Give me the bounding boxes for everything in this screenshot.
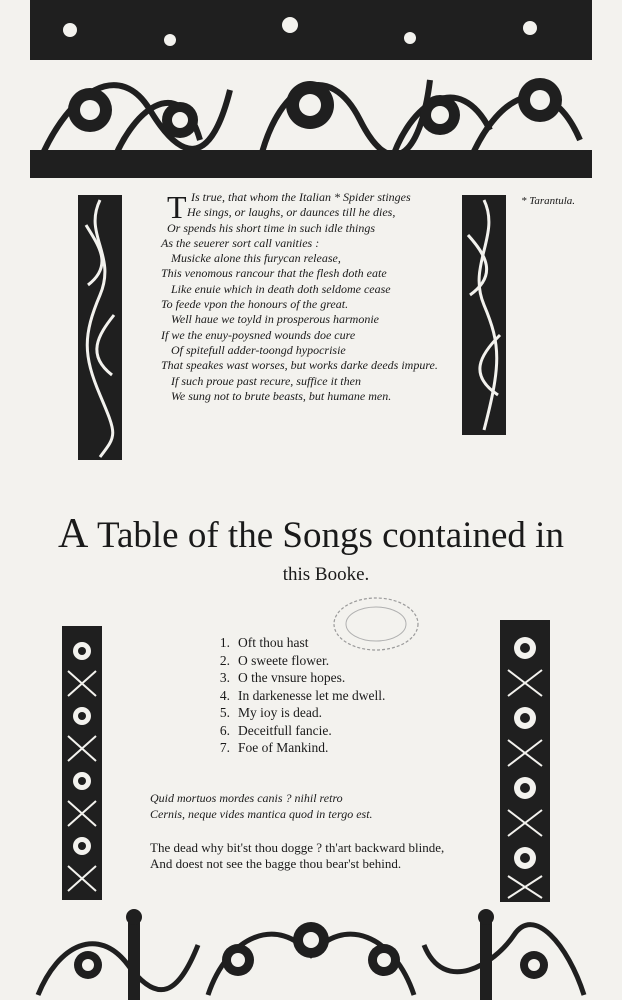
list-item xyxy=(196,739,385,757)
english-motto xyxy=(150,840,444,872)
verse-line: He sings, or laughs, or daunces till he dies, xyxy=(187,205,396,220)
table-subtitle: this Booke. xyxy=(282,564,370,585)
latin-motto xyxy=(150,790,373,822)
song-number: 4. xyxy=(219,687,230,703)
verse-line: If such proue past recure, suffice it then xyxy=(171,373,361,388)
table-left-border-ornament xyxy=(62,626,102,900)
table-title xyxy=(0,512,622,558)
verse-line: Musicke alone this furycan release, xyxy=(171,251,341,266)
english-line: The dead why bit'st thou dogge ? th'art backward blinde, xyxy=(150,840,445,855)
song-number: 3. xyxy=(219,670,230,685)
title-initial: A xyxy=(58,511,89,557)
verse-line: Of spitefull adder-toongd hypocrisie xyxy=(171,342,346,357)
verse-left-border-ornament xyxy=(78,195,122,460)
tarantula-sidenote: * Tarantula. xyxy=(521,195,576,207)
song-title: Deceitfull fancie. xyxy=(238,722,332,738)
song-title: My ioy is dead. xyxy=(238,705,322,720)
list-item xyxy=(196,652,385,670)
song-title: Oft thou hast xyxy=(238,635,309,650)
verse-line: Or spends his short time in such idle things xyxy=(167,220,376,235)
verse-line: As the seuerer sort call vanities : xyxy=(161,235,320,250)
song-title: Foe of Mankind. xyxy=(238,740,329,755)
list-item xyxy=(196,722,385,740)
latin-line: Cernis, neque vides mantica quod in tergo est. xyxy=(150,807,373,821)
latin-line: Quid mortuos mordes canis ? nihil retro xyxy=(150,791,343,805)
song-number: 6. xyxy=(219,722,230,738)
verse-line: If we the enuy-poysned wounds doe cure xyxy=(161,327,356,342)
song-number: 1. xyxy=(219,635,230,650)
list-item xyxy=(196,669,385,687)
verse-line: That speakes wast worses, but works darke deeds impure. xyxy=(161,358,438,373)
table-right-border-ornament xyxy=(500,620,550,902)
verse-drop-cap: T xyxy=(167,189,187,225)
song-list xyxy=(196,634,385,757)
english-line: And doest not see the bagge thou bear'st behind. xyxy=(150,856,402,871)
verse-line: To feede vpon the honours of the great. xyxy=(161,297,349,312)
list-item xyxy=(196,634,385,652)
list-item xyxy=(196,704,385,722)
list-item xyxy=(196,687,385,705)
bottom-woodcut-ornament xyxy=(28,905,594,1000)
top-woodcut-ornament xyxy=(30,0,592,182)
song-title: In darkenesse let me dwell. xyxy=(238,687,386,703)
song-number: 5. xyxy=(219,705,230,720)
verse-line: Like enuie which in death doth seldome cease xyxy=(171,281,391,296)
verse-line: Well haue we toyld in prosperous harmonie xyxy=(171,312,379,327)
verse-line: Is true, that whom the Italian * Spider stinges xyxy=(191,190,411,204)
song-title: O sweete flower. xyxy=(238,652,330,668)
song-title: O the vnsure hopes. xyxy=(238,670,346,685)
song-number: 2. xyxy=(219,652,230,668)
dedicatory-verse xyxy=(153,190,463,404)
verse-right-border-ornament xyxy=(462,195,506,435)
song-number: 7. xyxy=(219,740,230,755)
title-text: Table of the Songs contained in xyxy=(88,515,564,556)
verse-line: This venomous rancour that the flesh doth eate xyxy=(161,266,387,281)
verse-line: We sung not to brute beasts, but humane men. xyxy=(171,388,392,403)
